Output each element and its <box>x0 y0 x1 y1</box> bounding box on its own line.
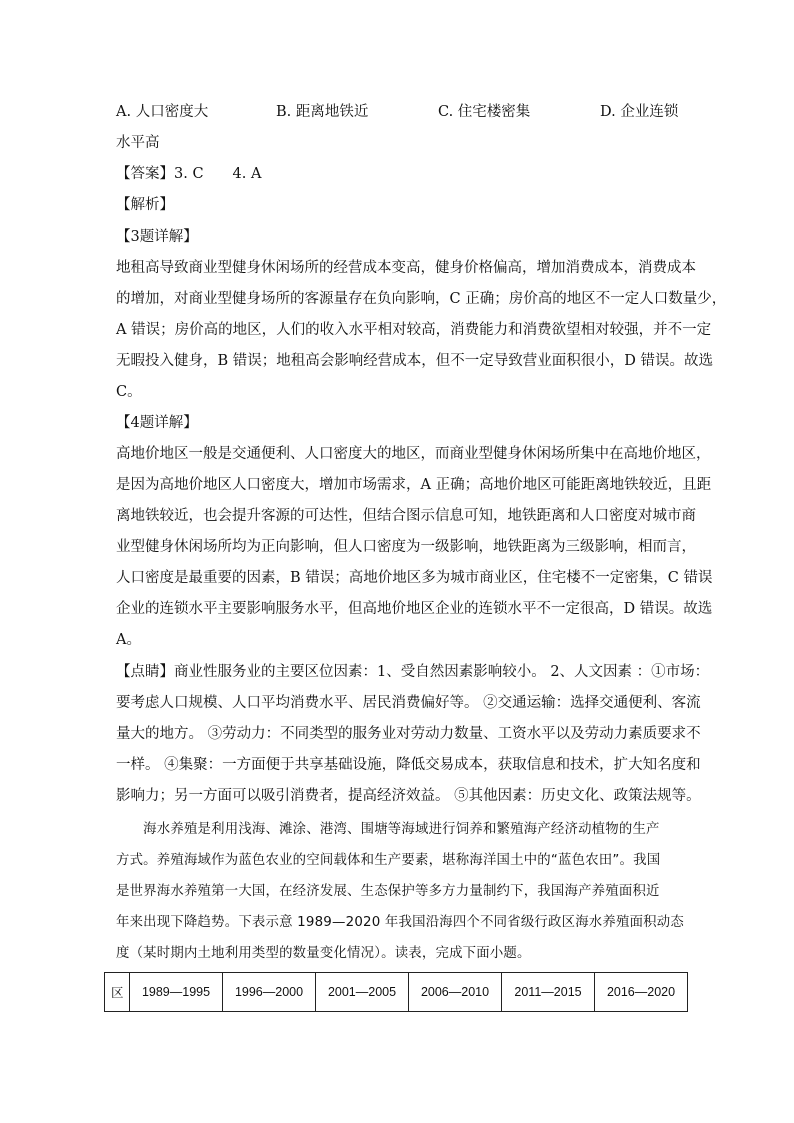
table-header-cell: 1996—2000 <box>223 973 316 1012</box>
q3-line: 地租高导致商业型健身休闲场所的经营成本变高，健身价格偏高，增加消费成本，消费成本 <box>116 260 696 276</box>
q4-line: 是因为高地价地区人口密度大，增加市场需求，A 正确；高地价地区可能距离地铁较近，且距 <box>116 477 712 493</box>
aquaculture-table <box>104 972 688 1012</box>
analysis-heading: 【解析】 <box>116 197 174 213</box>
q4-line: 业型健身休闲场所均为正向影响，但人口密度为一级影响，地铁距离为三级影响，相而言， <box>116 539 696 555</box>
q3-line: 无暇投入健身，B 错误；地租高会影响经营成本，但不一定导致营业面积很小，D 错误。故选 <box>116 353 713 369</box>
q3-line: C。 <box>116 384 142 400</box>
table-header-cell: 1989—1995 <box>130 973 223 1012</box>
q4-heading: 【4题详解】 <box>116 415 198 431</box>
q4-line: 人口密度是最重要的因素，B 错误；高地价地区多为城市商业区，住宅楼不一定密集，C 错误 <box>116 570 713 586</box>
tip-line: 一样。 ④集聚：一方面便于共享基础设施，降低交易成本，获取信息和技术，扩大知名度和 <box>116 757 701 773</box>
table-header-cell: 2006—2010 <box>409 973 502 1012</box>
table-header-row <box>105 973 688 1012</box>
stem-line: 年来出现下降趋势。下表示意 1989—2020 年我国沿海四个不同省级行政区海水养殖面积动态 <box>116 915 684 930</box>
option-b: B. 距离地铁近 <box>276 104 369 120</box>
option-a: A. 人口密度大 <box>116 104 209 120</box>
option-d: D. 企业连锁 <box>600 104 679 120</box>
option-c: C. 住宅楼密集 <box>438 104 531 120</box>
q4-line: A。 <box>116 632 141 648</box>
table-header-cell: 2016—2020 <box>595 973 688 1012</box>
tip-line: 【点睛】商业性服务业的主要区位因素：1、受自然因素影响较小。 2、人文因素 ：①市场： <box>116 664 710 680</box>
table-header-cell: 区 <box>105 973 130 1012</box>
tip-line: 量大的地方。 ③劳动力：不同类型的服务业对劳动力数量、工资水平以及劳动力素质要求不 <box>116 726 701 742</box>
q3-heading: 【3题详解】 <box>116 229 198 245</box>
q3-line: A 错误；房价高的地区，人们的收入水平相对较高，消费能力和消费欲望相对较强，并不一定 <box>116 322 712 338</box>
stem-line: 海水养殖是利用浅海、滩涂、港湾、围塘等海域进行饲养和繁殖海产经济动植物的生产 <box>116 822 660 837</box>
q3-line: 的增加，对商业型健身场所的客源量存在负向影响，C 正确；房价高的地区不一定人口数量少， <box>116 291 727 307</box>
option-d-continued: 水平高 <box>116 135 160 151</box>
q4-line: 高地价地区一般是交通便利、人口密度大的地区，而商业型健身休闲场所集中在高地价地区， <box>116 446 711 462</box>
tip-line: 要考虑人口规模、人口平均消费水平、居民消费偏好等。 ②交通运输：选择交通便利、客流 <box>116 695 701 711</box>
q4-line: 离地铁较近，也会提升客源的可达性，但结合图示信息可知，地铁距离和人口密度对城市商 <box>116 508 696 524</box>
table-header-cell: 2011—2015 <box>502 973 595 1012</box>
q4-line: 企业的连锁水平主要影响服务水平，但高地价地区企业的连锁水平不一定很高，D 错误。故选 <box>116 601 713 617</box>
table-header-cell: 2001—2005 <box>316 973 409 1012</box>
answer-line: 【答案】3. C 4. A <box>116 166 262 182</box>
tip-line: 影响力；另一方面可以吸引消费者，提高经济效益。 ⑤其他因素：历史文化、政策法规等。 <box>116 788 701 804</box>
stem-line: 度（某时期内土地利用类型的数量变化情况）。读表，完成下面小题。 <box>116 946 531 961</box>
stem-line: 是世界海水养殖第一大国，在经济发展、生态保护等多方力量制约下，我国海产养殖面积近 <box>116 884 660 899</box>
stem-line: 方式。养殖海域作为蓝色农业的空间载体和生产要素，堪称海洋国土中的“蓝色农田”。我国 <box>116 853 661 868</box>
